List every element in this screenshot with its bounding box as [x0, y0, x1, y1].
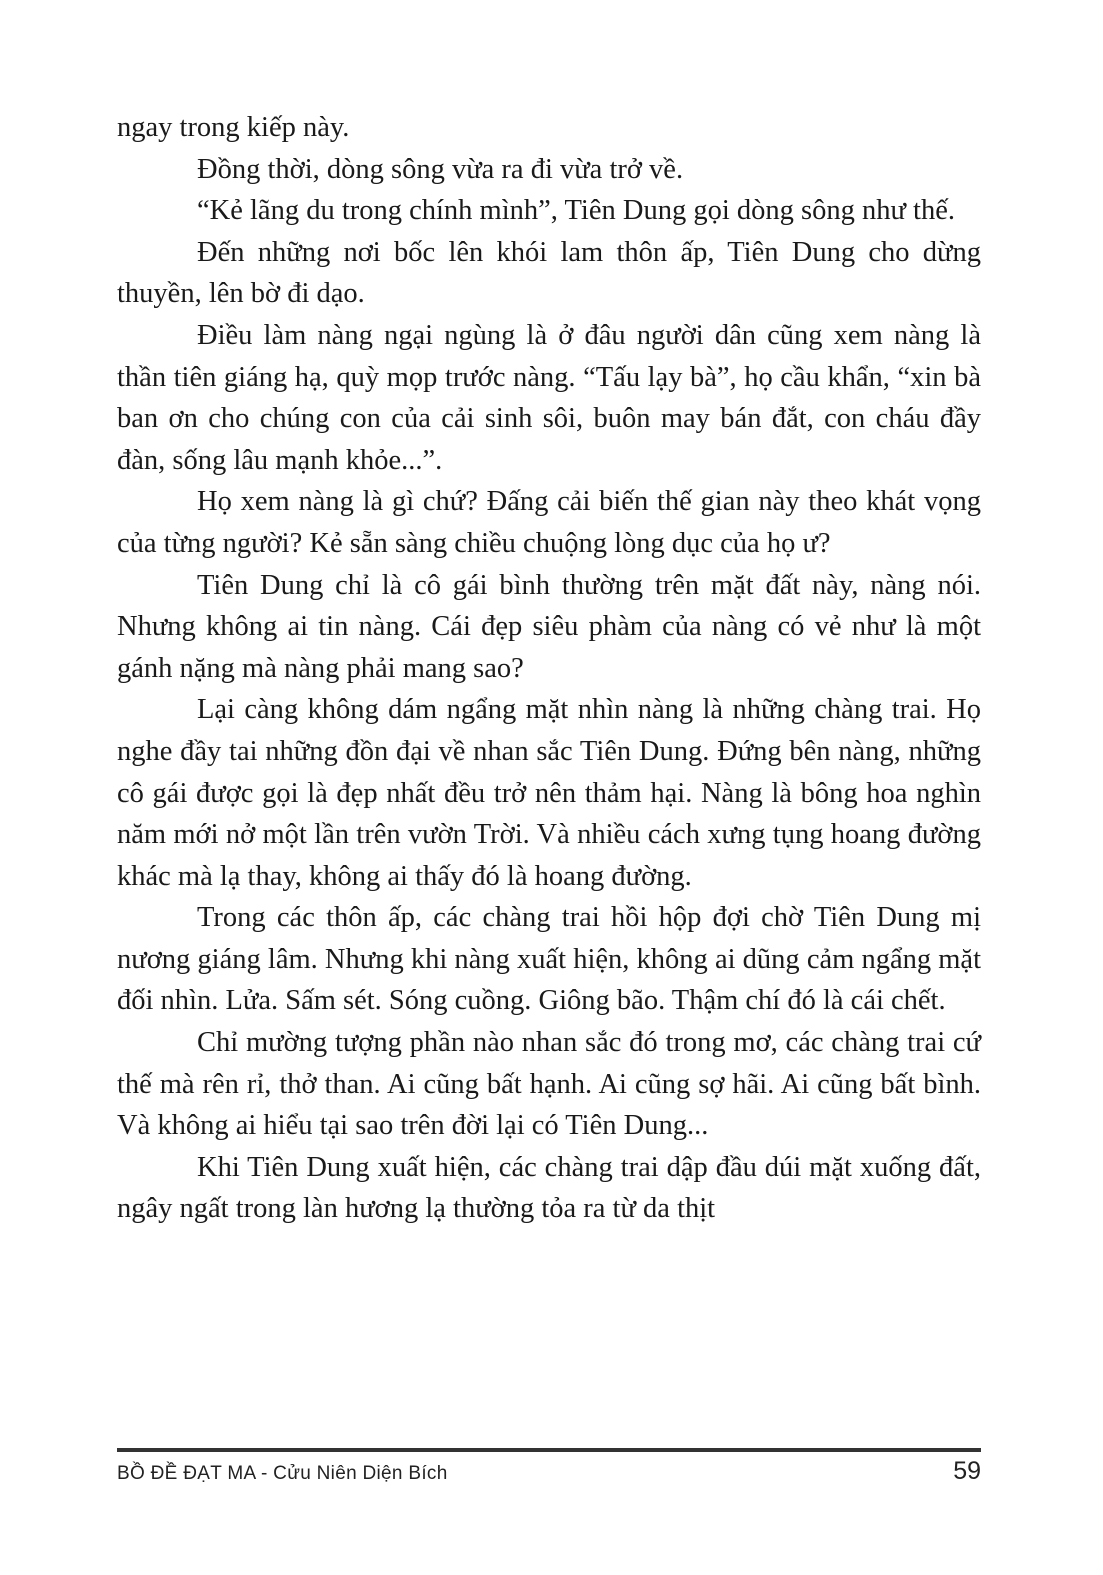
paragraph-11: Khi Tiên Dung xuất hiện, các chàng trai dập đầu dúi mặt xuống đất, ngây ngất trong làn hương lạ thường tỏa ra từ da thịt [117, 1151, 981, 1225]
paragraph-8: Lại càng không dám ngẩng mặt nhìn nàng là những chàng trai. Họ nghe đầy tai những đồn đại về nhan sắc Tiên Dung. Đứng bên nàng, những cô gái được gọi là đẹp nhất đều trở nên thảm hại. Nàng là bông hoa nghìn năm mới nở một lần trên vườn Trời. Và nhiều cách xưng tụng hoang đường khác mà lạ thay, không ai thấy đó là hoang đường. [117, 694, 981, 892]
paragraph-6: Họ xem nàng là gì chứ? Đấng cải biến thế gian này theo khát vọng của từng người? Kẻ sẵn sàng chiều chuộng lòng dục của họ ư? [117, 486, 981, 559]
body-text [117, 107, 981, 1230]
paragraph-2: Đồng thời, dòng sông vừa ra đi vừa trở về. [197, 153, 684, 185]
footer-divider [117, 1448, 981, 1452]
paragraph-10: Chỉ mường tượng phần nào nhan sắc đó trong mơ, các chàng trai cứ thế mà rên rỉ, thở than. Ai cũng bất hạnh. Ai cũng sợ hãi. Ai cũng bất bình. Và không ai hiểu tại sao trên đời lại có Tiên Dung... [117, 1027, 981, 1142]
paragraph-5: Điều làm nàng ngại ngùng là ở đâu người dân cũng xem nàng là thần tiên giáng hạ, quỳ mọp trước nàng. “Tấu lạy bà”, họ cầu khẩn, “xin bà ban ơn cho chúng con của cải sinh sôi, buôn may bán đắt, con cháu đầy đàn, sống lâu mạnh khỏe...”. [117, 319, 981, 476]
running-footer-title: BỒ ĐỀ ĐẠT MA - Cửu Niên Diện Bích [117, 1463, 448, 1484]
paragraph-3: “Kẻ lãng du trong chính mình”, Tiên Dung gọi dòng sông như thế. [197, 195, 955, 227]
paragraph-4: Đến những nơi bốc lên khói lam thôn ấp, Tiên Dung cho dừng thuyền, lên bờ đi dạo. [117, 236, 981, 310]
page-number: 59 [953, 1457, 981, 1485]
paragraph-1: ngay trong kiếp này. [117, 112, 350, 143]
paragraph-9: Trong các thôn ấp, các chàng trai hồi hộp đợi chờ Tiên Dung mị nương giáng lâm. Nhưng khi nàng xuất hiện, không ai dũng cảm ngẩng mặt đối nhìn. Lửa. Sấm sét. Sóng cuồng. Giông bão. Thậm chí đó là cái chết. [117, 902, 981, 1017]
paragraph-7: Tiên Dung chỉ là cô gái bình thường trên mặt đất này, nàng nói. Nhưng không ai tin nàng. Cái đẹp siêu phàm của nàng có vẻ như là một gánh nặng mà nàng phải mang sao? [117, 569, 981, 684]
